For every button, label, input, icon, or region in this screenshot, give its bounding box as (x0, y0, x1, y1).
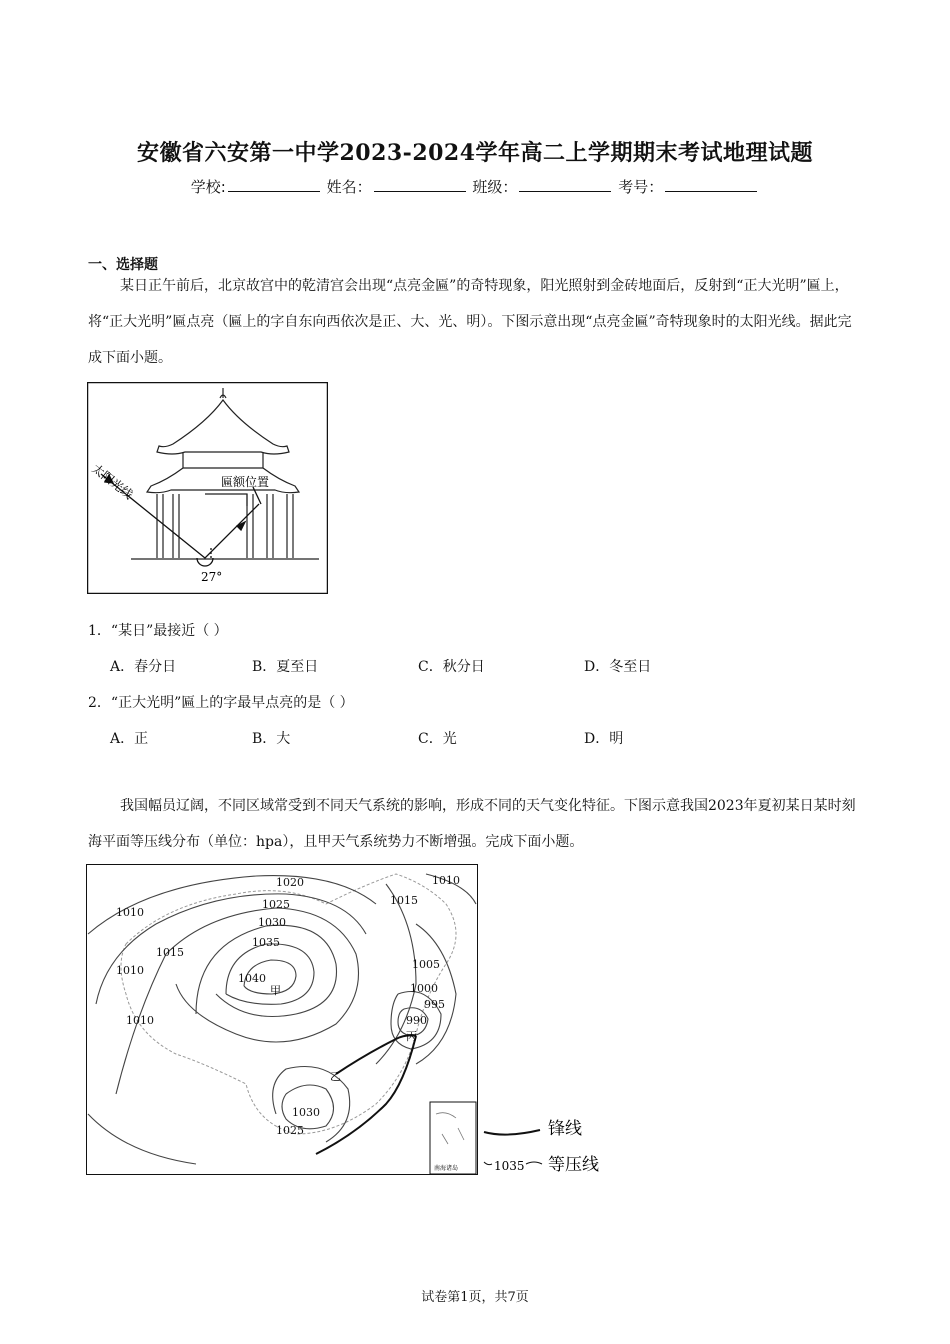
class-blank[interactable] (519, 177, 611, 192)
legend-isobar-value: 1035 (494, 1159, 525, 1173)
plaque-label: 匾额位置 (221, 475, 270, 489)
q1-option-c[interactable]: C．秋分日 (418, 659, 485, 675)
school-label: 学校: (190, 178, 226, 196)
q1-option-d[interactable]: D．冬至日 (584, 659, 652, 675)
isobar-label: 1010 (432, 874, 460, 887)
isobar-label: 1010 (116, 906, 144, 919)
isobar-label: 1030 (258, 916, 286, 929)
question-1-stem: 1．“某日”最接近（ ） (88, 623, 228, 639)
section-title: 一、选择题 (88, 257, 158, 273)
intro-text-1: 某日正午前后，北京故宫中的乾清宫会出现“点亮金匾”的奇特现象，阳光照射到金砖地面后，反射到“正大光明”匾上，将“正大光明”匾点亮（匾上的字自东向西依次是正、大、光、明）。下图示意出现“点亮金匾”奇特现象时的太阳光线。据此完成下面小题。 (88, 278, 852, 366)
q2-option-a[interactable]: A．正 (110, 731, 149, 747)
isobar-label: 1010 (126, 1014, 154, 1027)
q2-option-b[interactable]: B．大 (252, 731, 291, 747)
number-label: 考号： (618, 178, 664, 196)
question-2-stem: 2．“正大光明”匾上的字最早点亮的是（ ） (88, 695, 354, 711)
isobar-label: 1000 (410, 982, 438, 995)
legend-front-line (484, 1130, 540, 1135)
name-label: 姓名： (326, 178, 372, 196)
isobar-label: 1020 (276, 876, 304, 889)
isobar-map-figure (86, 864, 616, 1176)
angle-label: 27° (201, 570, 223, 584)
system-yi-label: 乙 (330, 1070, 341, 1083)
inset-label: 南海诸岛 (434, 1165, 459, 1172)
system-jia-label: 甲 (270, 984, 281, 997)
isobar-label: 1015 (390, 894, 418, 907)
isobar-label: 1005 (412, 958, 440, 971)
intro-paragraph-2 (88, 788, 860, 860)
page-footer: 试卷第1页，共7页 (421, 1290, 529, 1305)
isobar-label: 990 (406, 1014, 427, 1027)
intro-text-2: 我国幅员辽阔，不同区域常受到不同天气系统的影响，形成不同的天气变化特征。下图示意我国2023年夏初某日某时刻海平面等压线分布（单位：hpa），且甲天气系统势力不断增强。完成下面小题。 (88, 798, 856, 850)
isobar-label: 995 (424, 998, 445, 1011)
q1-option-a[interactable]: A．春分日 (110, 659, 177, 675)
number-blank[interactable] (665, 177, 757, 192)
legend-isobar-label: 等压线 (548, 1155, 599, 1175)
q2-option-c[interactable]: C．光 (418, 731, 457, 747)
q1-option-b[interactable]: B．夏至日 (252, 659, 319, 675)
isobar-label: 1010 (116, 964, 144, 977)
south-sea-inset (430, 1102, 476, 1174)
student-info-line (0, 176, 950, 197)
palace-sunlight-figure (87, 382, 328, 594)
legend-front-label: 锋线 (548, 1119, 582, 1139)
isobar-label: 1025 (276, 1124, 304, 1137)
q2-option-d[interactable]: D．明 (584, 731, 624, 747)
sunlight-label: 太阳光线 (89, 461, 136, 502)
class-label: 班级： (472, 178, 518, 196)
name-blank[interactable] (374, 177, 466, 192)
school-blank[interactable] (228, 177, 320, 192)
isobar-label: 1015 (156, 946, 184, 959)
page-title: 安徽省六安第一中学2023-2024学年高二上学期期末考试地理试题 (136, 140, 814, 166)
intro-paragraph-1 (88, 268, 860, 376)
isobar-label: 1040 (238, 972, 266, 985)
isobar-label: 1035 (252, 936, 280, 949)
isobar-label: 1030 (292, 1106, 320, 1119)
system-bing-label: 丙 (406, 1030, 417, 1043)
isobar-label: 1025 (262, 898, 290, 911)
